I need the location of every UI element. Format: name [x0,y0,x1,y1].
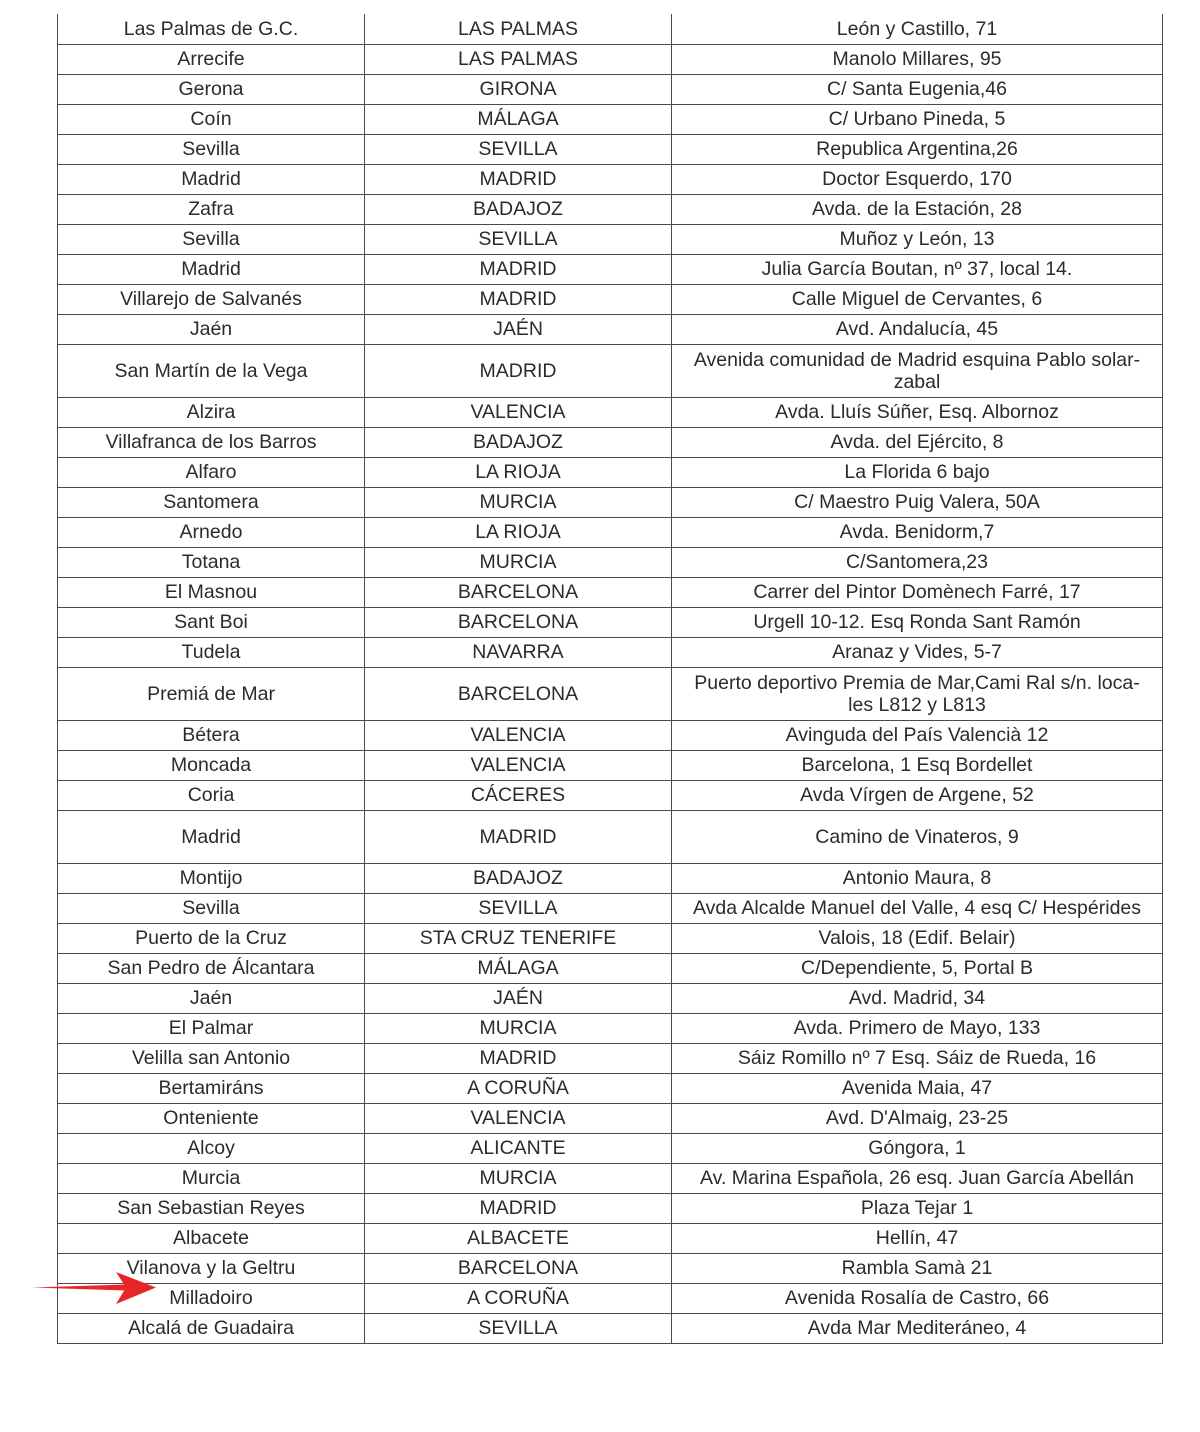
address-cell: Hellín, 47 [672,1223,1163,1253]
province-cell: MADRID [365,164,672,194]
city-cell: Villafranca de los Barros [58,427,365,457]
table-row [58,224,1163,254]
city-cell: Sevilla [58,893,365,923]
city-cell: Zafra [58,194,365,224]
table-row [58,720,1163,750]
city-cell: Arnedo [58,517,365,547]
city-cell: Madrid [58,164,365,194]
province-cell: BARCELONA [365,667,672,720]
address-cell: C/Dependiente, 5, Portal B [672,953,1163,983]
table-row [58,810,1163,863]
table-row [58,1133,1163,1163]
address-cell: Avinguda del País Valencià 12 [672,720,1163,750]
table-row [58,863,1163,893]
table-row [58,1193,1163,1223]
city-cell: Alzira [58,397,365,427]
address-cell: Doctor Esquerdo, 170 [672,164,1163,194]
address-cell: Carrer del Pintor Domènech Farré, 17 [672,577,1163,607]
address-cell: Sáiz Romillo nº 7 Esq. Sáiz de Rueda, 16 [672,1043,1163,1073]
city-cell: Coria [58,780,365,810]
province-cell: LA RIOJA [365,457,672,487]
table-row [58,607,1163,637]
table-row [58,517,1163,547]
table-row [58,1103,1163,1133]
table-row [58,780,1163,810]
city-cell: Sevilla [58,224,365,254]
province-cell: BADAJOZ [365,194,672,224]
city-cell: Murcia [58,1163,365,1193]
address-cell: Avda. del Ejército, 8 [672,427,1163,457]
city-cell: Moncada [58,750,365,780]
address-cell: Avd. Andalucía, 45 [672,314,1163,344]
table-row [58,750,1163,780]
table-row [58,74,1163,104]
province-cell: MADRID [365,1043,672,1073]
city-cell: Santomera [58,487,365,517]
province-cell: VALENCIA [365,1103,672,1133]
province-cell: MURCIA [365,547,672,577]
table-row [58,254,1163,284]
table-row [58,1043,1163,1073]
address-cell: Puerto deportivo Premia de Mar,Cami Ral s/n. loca-les L812 y L813 [672,667,1163,720]
province-cell: VALENCIA [365,750,672,780]
city-cell: Onteniente [58,1103,365,1133]
city-cell: Bétera [58,720,365,750]
province-cell: JAÉN [365,314,672,344]
city-cell: Velilla san Antonio [58,1043,365,1073]
table-row [58,577,1163,607]
city-cell: Totana [58,547,365,577]
address-cell: Góngora, 1 [672,1133,1163,1163]
city-cell: Jaén [58,983,365,1013]
table-row [58,667,1163,720]
table-row [58,314,1163,344]
table-row [58,134,1163,164]
table-row [58,1163,1163,1193]
address-cell: Avda Vírgen de Argene, 52 [672,780,1163,810]
city-cell: Alcoy [58,1133,365,1163]
address-cell: La Florida 6 bajo [672,457,1163,487]
table-row [58,1223,1163,1253]
province-cell: MADRID [365,810,672,863]
address-cell: Aranaz y Vides, 5-7 [672,637,1163,667]
province-cell: SEVILLA [365,1313,672,1343]
table-row [58,1253,1163,1283]
city-cell: Villarejo de Salvanés [58,284,365,314]
address-cell: Avda. Primero de Mayo, 133 [672,1013,1163,1043]
address-cell: C/ Maestro Puig Valera, 50A [672,487,1163,517]
address-cell: Rambla Samà 21 [672,1253,1163,1283]
table-row [58,44,1163,74]
province-cell: STA CRUZ TENERIFE [365,923,672,953]
address-cell: Plaza Tejar 1 [672,1193,1163,1223]
address-cell: Muñoz y León, 13 [672,224,1163,254]
city-cell: Alcalá de Guadaira [58,1313,365,1343]
city-cell: Sant Boi [58,607,365,637]
table-row [58,1013,1163,1043]
province-cell: BARCELONA [365,577,672,607]
city-cell: Las Palmas de G.C. [58,14,365,44]
address-cell: Av. Marina Española, 26 esq. Juan García Abellán [672,1163,1163,1193]
city-cell: Madrid [58,254,365,284]
table-row [58,397,1163,427]
table-row [58,1283,1163,1313]
province-cell: MURCIA [365,1163,672,1193]
province-cell: VALENCIA [365,720,672,750]
province-cell: SEVILLA [365,134,672,164]
address-cell: Julia García Boutan, nº 37, local 14. [672,254,1163,284]
province-cell: SEVILLA [365,893,672,923]
table-row [58,923,1163,953]
city-cell: San Martín de la Vega [58,344,365,397]
address-cell: Avd. D'Almaig, 23-25 [672,1103,1163,1133]
address-cell: Calle Miguel de Cervantes, 6 [672,284,1163,314]
address-cell: Avd. Madrid, 34 [672,983,1163,1013]
province-cell: MÁLAGA [365,953,672,983]
city-cell: Tudela [58,637,365,667]
table-row [58,344,1163,397]
city-cell: Puerto de la Cruz [58,923,365,953]
address-cell: C/ Urbano Pineda, 5 [672,104,1163,134]
province-cell: LAS PALMAS [365,14,672,44]
city-cell: El Masnou [58,577,365,607]
table-row [58,893,1163,923]
city-cell: Bertamiráns [58,1073,365,1103]
city-cell: El Palmar [58,1013,365,1043]
table-row [58,1313,1163,1343]
address-cell: C/Santomera,23 [672,547,1163,577]
address-cell: Valois, 18 (Edif. Belair) [672,923,1163,953]
city-cell: Albacete [58,1223,365,1253]
table-row [58,953,1163,983]
province-cell: CÁCERES [365,780,672,810]
province-cell: MADRID [365,344,672,397]
city-cell: Arrecife [58,44,365,74]
table-row [58,637,1163,667]
province-cell: ALBACETE [365,1223,672,1253]
table-row [58,457,1163,487]
city-cell: Madrid [58,810,365,863]
province-cell: BARCELONA [365,1253,672,1283]
city-cell: Vilanova y la Geltru [58,1253,365,1283]
city-cell: Milladoiro [58,1283,365,1313]
stores-table [57,14,1163,1344]
address-cell: Camino de Vinateros, 9 [672,810,1163,863]
city-cell: Sevilla [58,134,365,164]
address-cell: Avda. Lluís Súñer, Esq. Albornoz [672,397,1163,427]
address-cell: Republica Argentina,26 [672,134,1163,164]
city-cell: Alfaro [58,457,365,487]
address-cell: Avenida Maia, 47 [672,1073,1163,1103]
city-cell: San Pedro de Álcantara [58,953,365,983]
arrow-right-icon [30,1270,160,1306]
address-cell: Barcelona, 1 Esq Bordellet [672,750,1163,780]
province-cell: VALENCIA [365,397,672,427]
table-row [58,983,1163,1013]
province-cell: MÁLAGA [365,104,672,134]
address-cell: Avenida Rosalía de Castro, 66 [672,1283,1163,1313]
table-row [58,547,1163,577]
table-row [58,104,1163,134]
city-cell: San Sebastian Reyes [58,1193,365,1223]
province-cell: GIRONA [365,74,672,104]
address-cell: Antonio Maura, 8 [672,863,1163,893]
table-row [58,1073,1163,1103]
city-cell: Premiá de Mar [58,667,365,720]
table-row [58,14,1163,44]
table-row [58,164,1163,194]
table-row [58,427,1163,457]
province-cell: MADRID [365,1193,672,1223]
province-cell: MURCIA [365,1013,672,1043]
province-cell: LAS PALMAS [365,44,672,74]
address-cell: León y Castillo, 71 [672,14,1163,44]
city-cell: Montijo [58,863,365,893]
province-cell: BADAJOZ [365,863,672,893]
province-cell: BADAJOZ [365,427,672,457]
province-cell: BARCELONA [365,607,672,637]
province-cell: SEVILLA [365,224,672,254]
address-cell: Manolo Millares, 95 [672,44,1163,74]
address-cell: Avda. Benidorm,7 [672,517,1163,547]
province-cell: MADRID [365,284,672,314]
province-cell: A CORUÑA [365,1283,672,1313]
table-row [58,487,1163,517]
province-cell: NAVARRA [365,637,672,667]
city-cell: Jaén [58,314,365,344]
address-cell: Urgell 10-12. Esq Ronda Sant Ramón [672,607,1163,637]
province-cell: MURCIA [365,487,672,517]
province-cell: A CORUÑA [365,1073,672,1103]
province-cell: JAÉN [365,983,672,1013]
address-cell: Avda Alcalde Manuel del Valle, 4 esq C/ Hespérides [672,893,1163,923]
table-row [58,284,1163,314]
table-row [58,194,1163,224]
arrow-shaft [32,1285,126,1291]
address-cell: Avda Mar Mediteráneo, 4 [672,1313,1163,1343]
city-cell: Coín [58,104,365,134]
province-cell: MADRID [365,254,672,284]
city-cell: Gerona [58,74,365,104]
province-cell: LA RIOJA [365,517,672,547]
stores-table-body [58,14,1163,1343]
address-cell: Avenida comunidad de Madrid esquina Pablo solar-zabal [672,344,1163,397]
address-cell: Avda. de la Estación, 28 [672,194,1163,224]
address-cell: C/ Santa Eugenia,46 [672,74,1163,104]
province-cell: ALICANTE [365,1133,672,1163]
